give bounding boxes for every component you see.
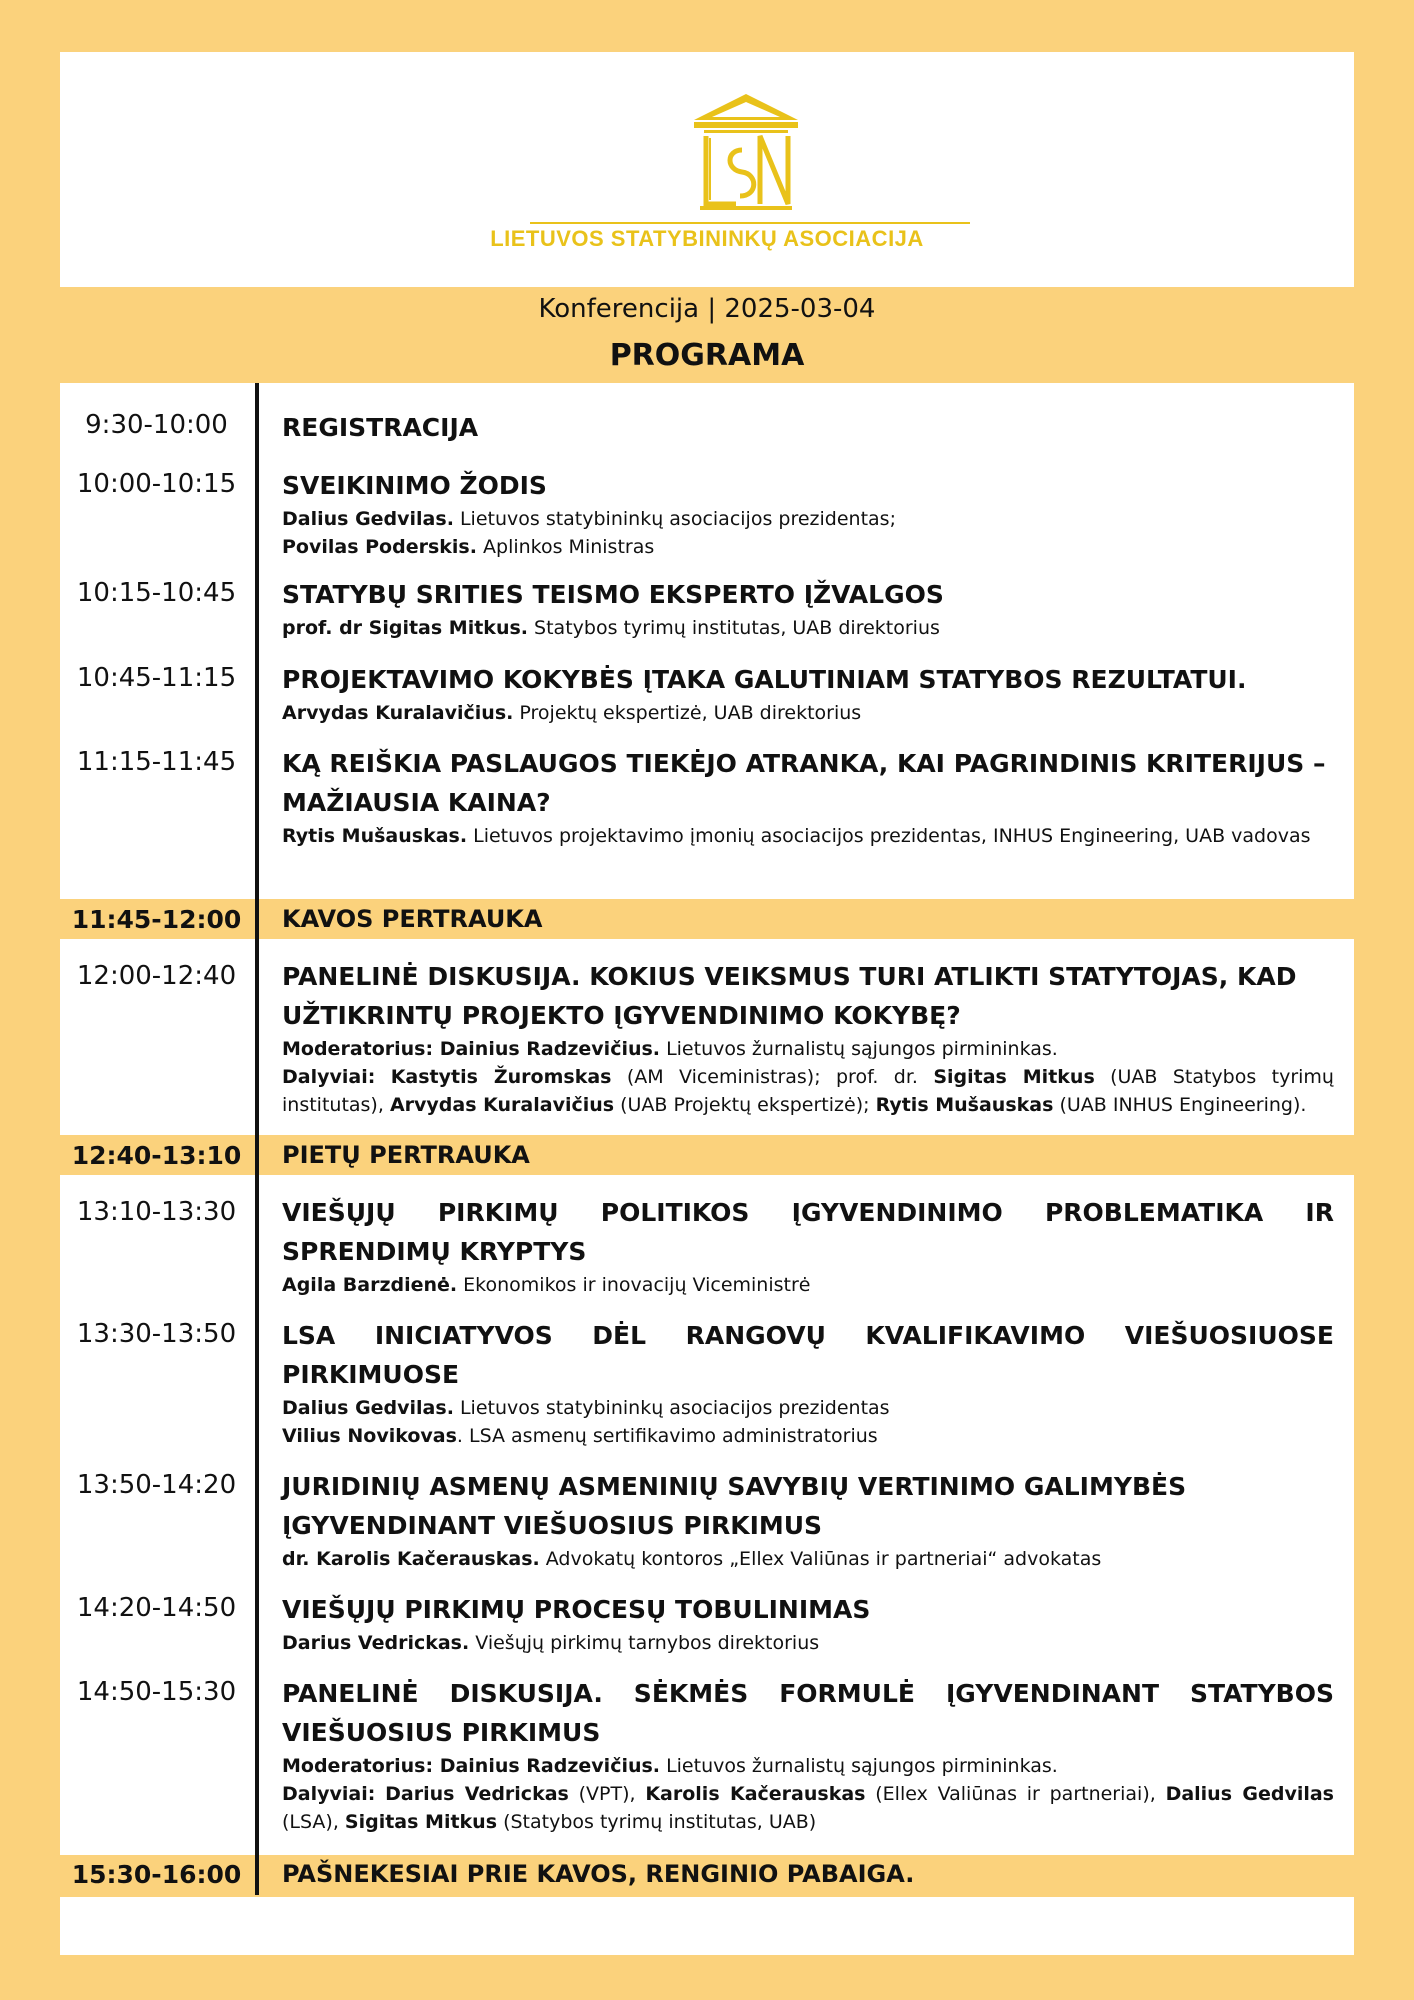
- time-slot: 10:45-11:15: [76, 663, 237, 693]
- break-title: PAŠNEKESIAI PRIE KAVOS, RENGINIO PABAIGA.: [282, 1860, 915, 1888]
- time-slot: 12:00-12:40: [76, 961, 237, 991]
- page-title: PROGRAMA: [609, 338, 805, 373]
- session-title: JURIDINIŲ ASMENŲ ASMENINIŲ SAVYBIŲ VERTINIMO GALIMYBĖS ĮGYVENDINANT VIEŠUOSIUS PIRKIMUS: [282, 1472, 1187, 1540]
- speaker-line: [282, 505, 1334, 533]
- speaker-name: Arvydas Kuralavičius.: [282, 702, 514, 724]
- speaker-role: Advokatų kontoros „Ellex Valiūnas ir partneriai“ advokatas: [539, 1548, 1102, 1570]
- speaker-role: Viešųjų pirkimų tarnybos direktorius: [469, 1632, 820, 1654]
- participant-name: Arvydas Kuralavičius: [389, 1094, 615, 1116]
- speaker-line: [282, 1752, 1334, 1780]
- participants-line: [282, 1780, 1334, 1836]
- speaker-line: [282, 1271, 1334, 1299]
- session-title: VIEŠŲJŲ PIRKIMŲ PROCESŲ TOBULINIMAS: [282, 1595, 871, 1624]
- speaker-line: [282, 1629, 1334, 1657]
- time-slot: 14:50-15:30: [76, 1677, 237, 1707]
- time-slot: 13:50-14:20: [76, 1470, 237, 1500]
- session-title: SVEIKINIMO ŽODIS: [282, 471, 547, 500]
- speaker-name: dr. Karolis Kačerauskas.: [282, 1548, 540, 1570]
- time-slot: 11:15-11:45: [76, 747, 237, 777]
- participant-note: (UAB Projektų ekspertizė);: [614, 1094, 876, 1116]
- speaker-line: [282, 1545, 1334, 1573]
- time-slot: 9:30-10:00: [85, 410, 228, 440]
- participant-name: Darius Vedrickas: [385, 1783, 569, 1805]
- speaker-role: Lietuvos statybininkų asociacijos prezidentas;: [453, 508, 896, 530]
- speaker-role: Lietuvos žurnalistų sąjungos pirmininkas.: [660, 1038, 1058, 1060]
- conference-subtitle: Konferencija | 2025-03-04: [538, 294, 876, 324]
- session-title: KĄ REIŠKIA PASLAUGOS TIEKĖJO ATRANKA, KAI PAGRINDINIS KRITERIJUS – MAŽIAUSIA KAINA?: [282, 749, 1326, 817]
- speaker-role: Projektų ekspertizė, UAB direktorius: [513, 702, 862, 724]
- logo-org-name: LIETUVOS STATYBININKŲ ASOCIACIJA: [490, 226, 924, 251]
- speaker-line: [282, 533, 1334, 561]
- session-title: PANELINĖ DISKUSIJA. SĖKMĖS FORMULĖ ĮGYVENDINANT STATYBOS VIEŠUOSIUS PIRKIMUS: [282, 1679, 1334, 1747]
- session-title: VIEŠŲJŲ PIRKIMŲ POLITIKOS ĮGYVENDINIMO PROBLEMATIKA IR SPRENDIMŲ KRYPTYS: [282, 1198, 1334, 1266]
- participant-name: Sigitas Mitkus: [344, 1811, 498, 1833]
- participant-name: Karolis Kačerauskas: [645, 1783, 866, 1805]
- time-slot: 15:30-16:00: [71, 1859, 242, 1889]
- speaker-role: Lietuvos projektavimo įmonių asociacijos prezidentas, INHUS Engineering, UAB vadovas: [467, 825, 1311, 847]
- participants-line: [282, 1063, 1334, 1119]
- speaker-line: [282, 1422, 1334, 1450]
- speaker-line: [282, 699, 1334, 727]
- timeline-divider: [255, 383, 259, 1895]
- session-title: PROJEKTAVIMO KOKYBĖS ĮTAKA GALUTINIAM STATYBOS REZULTATUI.: [282, 665, 1247, 694]
- speaker-name: Agila Barzdienė.: [282, 1274, 458, 1296]
- speaker-name: Povilas Poderskis.: [282, 536, 477, 558]
- time-slot: 13:10-13:30: [76, 1197, 237, 1227]
- speaker-line: [282, 614, 1334, 642]
- participant-name: Sigitas Mitkus: [933, 1066, 1095, 1088]
- time-slot: 10:15-10:45: [76, 578, 237, 608]
- time-slot: 12:40-13:10: [71, 1140, 242, 1170]
- time-slot: 11:45-12:00: [71, 904, 242, 934]
- time-slot: 13:30-13:50: [76, 1319, 237, 1349]
- session-title: REGISTRACIJA: [282, 413, 479, 442]
- speaker-name: Rytis Mušauskas.: [282, 825, 468, 847]
- speaker-name: Vilius Novikovas: [282, 1425, 457, 1447]
- speaker-role: Ekonomikos ir inovacijų Viceministrė: [457, 1274, 811, 1296]
- break-title: KAVOS PERTRAUKA: [282, 905, 543, 933]
- speaker-line: [282, 822, 1334, 850]
- speaker-role: Lietuvos statybininkų asociacijos prezidentas: [453, 1397, 890, 1419]
- speaker-role: Aplinkos Ministras: [476, 536, 655, 558]
- session-title: LSA INICIATYVOS DĖL RANGOVŲ KVALIFIKAVIMO VIEŠUOSIUOSE PIRKIMUOSE: [282, 1321, 1334, 1389]
- speaker-line: [282, 1394, 1334, 1422]
- participant-note: (Ellex Valiūnas ir partneriai),: [865, 1783, 1166, 1805]
- break-title: PIETŲ PERTRAUKA: [282, 1141, 530, 1169]
- participant-name: Kastytis Žuromskas: [390, 1066, 612, 1088]
- logo-underline: [530, 222, 970, 224]
- speaker-name: prof. dr Sigitas Mitkus.: [282, 617, 528, 639]
- participant-note: (AM Viceministras); prof. dr.: [611, 1066, 934, 1088]
- speaker-name: Darius Vedrickas.: [282, 1632, 470, 1654]
- speaker-role: Lietuvos žurnalistų sąjungos pirmininkas.: [660, 1755, 1058, 1777]
- speaker-name: Dalius Gedvilas.: [282, 508, 454, 530]
- session-title: STATYBŲ SRITIES TEISMO EKSPERTO ĮŽVALGOS: [282, 580, 944, 609]
- speaker-name: Dalius Gedvilas.: [282, 1397, 454, 1419]
- participant-name: Rytis Mušauskas: [875, 1094, 1054, 1116]
- speaker-line: [282, 1035, 1334, 1063]
- time-slot: 14:20-14:50: [76, 1593, 237, 1623]
- speaker-role: Statybos tyrimų institutas, UAB direktorius: [528, 617, 940, 639]
- participant-note: (UAB INHUS Engineering).: [1053, 1094, 1307, 1116]
- session-title: PANELINĖ DISKUSIJA. KOKIUS VEIKSMUS TURI ATLIKTI STATYTOJAS, KAD UŽTIKRINTŲ PROJEKTO ĮGYVENDINIMO KOKYBĘ?: [282, 962, 1297, 1030]
- time-slot: 10:00-10:15: [76, 469, 237, 499]
- logo-panel: [60, 52, 1354, 287]
- participant-note: (VPT),: [568, 1783, 646, 1805]
- participant-note: (UAB Statybos tyrimų institutas),: [282, 1066, 1334, 1116]
- participant-note: (Statybos tyrimų institutas, UAB): [497, 1811, 817, 1833]
- participant-note: (LSA),: [282, 1811, 345, 1833]
- participants-label: Dalyviai:: [282, 1066, 376, 1088]
- speaker-role: . LSA asmenų sertifikavimo administratorius: [456, 1425, 878, 1447]
- building-logo-icon: [690, 92, 802, 220]
- participants-label: Dalyviai:: [282, 1783, 376, 1805]
- speaker-name: Moderatorius: Dainius Radzevičius.: [282, 1755, 661, 1777]
- speaker-name: Moderatorius: Dainius Radzevičius.: [282, 1038, 661, 1060]
- footer-panel: [60, 1897, 1354, 1955]
- participant-name: Dalius Gedvilas: [1165, 1783, 1334, 1805]
